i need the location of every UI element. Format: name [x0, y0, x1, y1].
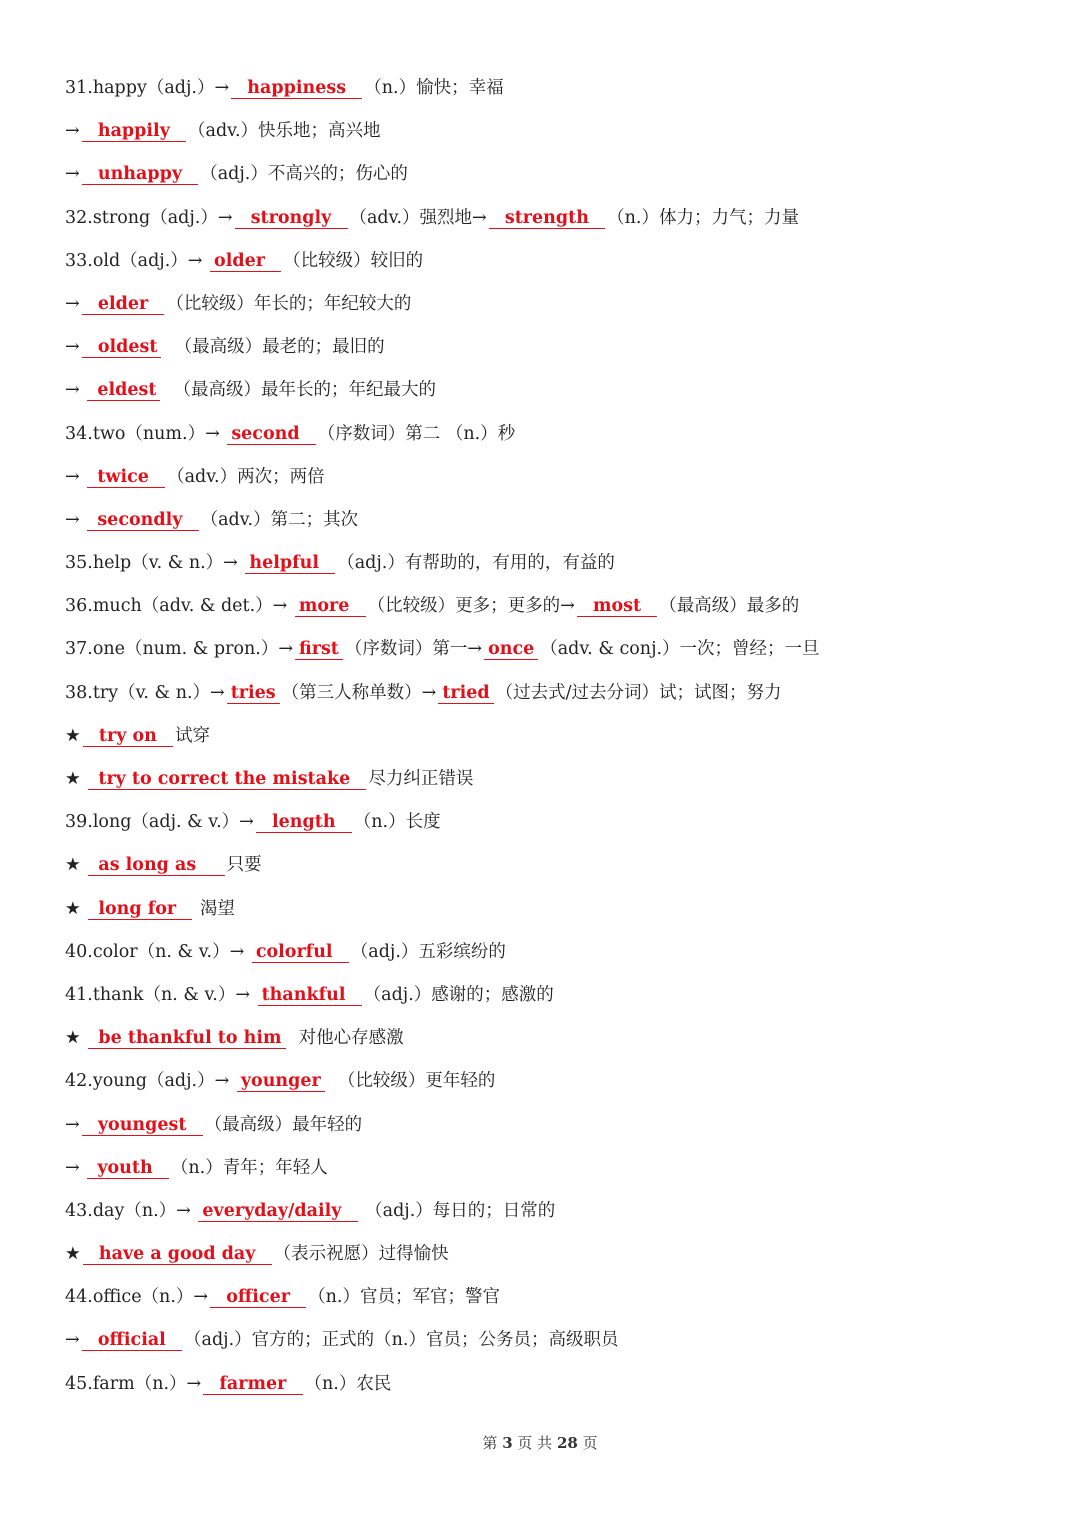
answer-blank: younger — [237, 1072, 325, 1092]
line-text: 42.young（adj.）→ — [65, 1071, 235, 1092]
line-text: （adj.）不高兴的；伤心的 — [200, 164, 408, 185]
answer-blank: be thankful to him — [88, 1029, 285, 1049]
line-text: 渴望 — [194, 898, 235, 919]
current-page-number: 3 — [502, 1434, 513, 1452]
total-pages-number: 28 — [556, 1434, 578, 1452]
vocab-line — [65, 938, 1025, 981]
answer-blank: farmer — [203, 1375, 302, 1395]
page-footer — [0, 1432, 1080, 1453]
vocab-line — [65, 160, 1025, 203]
line-text: （表示祝愿）过得愉快 — [273, 1244, 449, 1265]
line-text: 只要 — [226, 855, 262, 876]
line-text: （比较级）较旧的 — [283, 250, 424, 271]
line-text: （n.）青年；年轻人 — [170, 1157, 328, 1178]
line-text: （最高级）最年轻的 — [204, 1114, 363, 1135]
answer-blank: once — [484, 640, 538, 660]
line-text: （adv.）快乐地；高兴地 — [188, 121, 381, 142]
line-text: ★ — [65, 769, 87, 789]
answer-blank: second — [227, 425, 315, 445]
vocab-line — [65, 851, 1025, 894]
line-text: （adv.）第二；其次 — [200, 509, 359, 530]
answer-blank: first — [295, 640, 343, 660]
answer-blank: unhappy — [82, 165, 199, 185]
answer-blank: long for — [88, 900, 192, 920]
line-text: 43.day（n.）→ — [65, 1200, 197, 1221]
line-text: 41.thank（n. & v.）→ — [65, 984, 256, 1005]
answer-blank: most — [577, 597, 658, 617]
vocab-line — [65, 463, 1025, 506]
line-text: （adv.）两次；两倍 — [167, 466, 325, 487]
line-text: （最高级）最老的；最旧的 — [163, 337, 385, 358]
line-text: 39.long（adj. & v.）→ — [65, 812, 254, 833]
line-text: （过去式/过去分词）试；试图；努力 — [495, 682, 782, 703]
line-text: （adj.）有帮助的，有用的，有益的 — [337, 553, 615, 574]
line-text: 45.farm（n.）→ — [65, 1373, 202, 1394]
vocab-line — [65, 376, 1025, 419]
vocab-line — [65, 1370, 1025, 1413]
answer-blank: more — [295, 597, 366, 617]
line-text: → — [65, 164, 80, 185]
line-text: 33.old（adj.）→ — [65, 250, 209, 271]
answer-blank: thankful — [258, 986, 362, 1006]
line-text: 36.much（adv. & det.）→ — [65, 596, 293, 617]
line-text: （比较级）更多；更多的→ — [367, 596, 575, 617]
vocab-line — [65, 290, 1025, 333]
vocab-line — [65, 1197, 1025, 1240]
vocab-line — [65, 895, 1025, 938]
vocab-line — [65, 1326, 1025, 1369]
line-text: （adj.）每日的；日常的 — [359, 1200, 556, 1221]
line-text: （最高级）最年长的；年纪最大的 — [162, 380, 437, 401]
line-text: （n.）官员；军官；警官 — [308, 1287, 500, 1308]
line-text: 32.strong（adj.）→ — [65, 207, 233, 228]
vocab-line — [65, 981, 1025, 1024]
line-text: （比较级）更年轻的 — [326, 1071, 496, 1092]
vocab-line — [65, 808, 1025, 851]
line-text: （n.）农民 — [304, 1373, 392, 1394]
line-text: （n.）体力；力气；力量 — [607, 207, 799, 228]
line-text: → — [65, 337, 80, 358]
vocab-line — [65, 679, 1025, 722]
line-text: 40.color（n. & v.）→ — [65, 941, 250, 962]
line-text: → — [65, 509, 86, 530]
vocab-line — [65, 635, 1025, 678]
line-text: （最高级）最多的 — [659, 596, 800, 617]
line-text: （adv. & conj.）一次；曾经；一旦 — [540, 639, 820, 660]
line-text: ★ — [65, 725, 81, 746]
vocab-line — [65, 117, 1025, 160]
line-text: → — [65, 1157, 86, 1178]
line-text: → — [65, 466, 86, 487]
answer-blank: everyday/daily — [198, 1202, 357, 1222]
answer-blank: have a good day — [83, 1245, 272, 1265]
line-text: （adj.）感谢的；感激的 — [363, 984, 554, 1005]
vocab-line — [65, 204, 1025, 247]
answer-blank: officer — [210, 1288, 306, 1308]
line-text: （adj.）官方的；正式的（n.）官员；公务员；高级职员 — [184, 1330, 619, 1351]
line-text: → — [65, 380, 86, 401]
line-text: → — [65, 121, 80, 142]
answer-blank: strength — [489, 209, 605, 229]
answer-blank: twice — [87, 468, 165, 488]
line-text: 37.one（num. & pron.）→ — [65, 639, 293, 660]
line-text: （n.）长度 — [353, 812, 441, 833]
vocab-line — [65, 592, 1025, 635]
answer-blank: colorful — [252, 943, 349, 963]
footer-middle: 页 共 — [512, 1434, 557, 1452]
answer-blank: older — [210, 252, 281, 272]
answer-blank: happiness — [231, 79, 362, 99]
vocab-line — [65, 247, 1025, 290]
answer-blank: helpful — [245, 554, 335, 574]
vocab-line — [65, 549, 1025, 592]
line-text: （序数词）第一→ — [344, 639, 483, 660]
answer-blank: youth — [87, 1159, 169, 1179]
line-text: 38.try（v. & n.）→ — [65, 682, 225, 703]
line-text: 对他心存感激 — [287, 1028, 404, 1049]
vocab-line — [65, 1111, 1025, 1154]
line-text: ★ — [65, 1028, 87, 1049]
answer-blank: as long as — [88, 856, 224, 876]
vocab-line — [65, 1283, 1025, 1326]
answer-blank: official — [82, 1331, 182, 1351]
line-text: 35.help（v. & n.）→ — [65, 553, 244, 574]
footer-suffix: 页 — [577, 1434, 598, 1452]
line-text: 尽力纠正错误 — [368, 769, 474, 789]
line-text: 31.happy（adj.）→ — [65, 78, 230, 98]
line-text: ★ — [65, 898, 87, 919]
answer-blank: secondly — [87, 511, 198, 531]
line-text: ★ — [65, 1244, 81, 1265]
answer-blank: eldest — [87, 381, 160, 401]
vocab-line — [65, 1240, 1025, 1283]
vocab-line — [65, 333, 1025, 376]
vocab-line — [65, 506, 1025, 549]
answer-blank: try on — [83, 727, 173, 747]
answer-blank: try to correct the mistake — [88, 770, 366, 790]
line-text: （比较级）年长的；年纪较大的 — [166, 293, 412, 314]
line-text: （n.）愉快；幸福 — [364, 78, 504, 98]
line-text: → — [65, 1330, 80, 1351]
line-text: ★ — [65, 855, 87, 876]
vocabulary-list — [65, 74, 1025, 1413]
vocab-line — [65, 1067, 1025, 1110]
vocab-line — [65, 420, 1025, 463]
line-text: （序数词）第二 （n.）秒 — [317, 423, 516, 444]
footer-prefix: 第 — [482, 1434, 503, 1452]
line-text: 44.office（n.）→ — [65, 1287, 209, 1308]
vocab-line — [65, 765, 1025, 808]
answer-blank: happily — [82, 122, 186, 142]
line-text: 34.two（num.）→ — [65, 423, 226, 444]
answer-blank: elder — [82, 295, 165, 315]
answer-blank: tried — [438, 684, 493, 704]
line-text: 试穿 — [175, 725, 211, 746]
vocab-line — [65, 1154, 1025, 1197]
answer-blank: oldest — [82, 338, 162, 358]
vocab-line — [65, 1024, 1025, 1067]
line-text: （adj.）五彩缤纷的 — [350, 941, 506, 962]
answer-blank: length — [256, 813, 352, 833]
answer-blank: youngest — [82, 1116, 203, 1136]
line-text: → — [65, 1114, 80, 1135]
line-text: → — [65, 293, 80, 314]
line-text: （第三人称单数）→ — [281, 682, 437, 703]
vocab-line — [65, 74, 1025, 117]
answer-blank: tries — [227, 684, 280, 704]
vocab-line — [65, 722, 1025, 765]
answer-blank: strongly — [235, 209, 348, 229]
line-text: （adv.）强烈地→ — [349, 207, 487, 228]
